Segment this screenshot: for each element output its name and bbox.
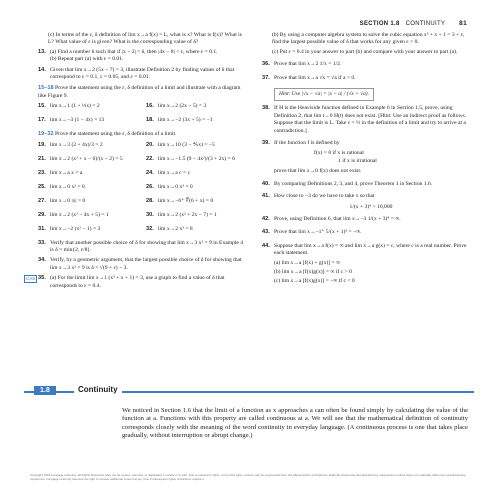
- exercise-item: 17. lim x→−3 (1 − 4x) = 13: [38, 117, 105, 124]
- exercise-item: 31. lim x→−2 (x² − 1) = 3: [38, 225, 101, 232]
- exercise-38: 38. If H is the Heaviside function defined in Example 6 in Section 1.5, prove, using Definition 2, that lim t→0 H(t) does not exist. [Hint: Use an indirect proof as follows. Suppose that the limit is L. Take ε = ½ in the definition of a limit and try to arrive at a contradiction.]: [262, 105, 467, 134]
- exercise-12c: (c) In terms of the ε, δ definition of lim x→a f(x) = L, what is x? What is f(x)? What is L? What value of ε is given? What is the corresponding value of δ?: [48, 32, 242, 46]
- exercise-44: 44. Suppose that lim x→a f(x) = ∞ and lim x→a g(x) = c, where c is a real number. Prove each statement. (a) lim x→a [f(x) + g(x)] = ∞ (b) lim x→a [f(x)g(x)] = ∞ if c > 0 (c) lim x→a [f(x)g(x)] = −∞ if c < 0: [262, 242, 467, 285]
- exercise-35c: (c) Put ε = 0.4 in your answer to part (b) and compare with your answer to part (a).: [272, 48, 458, 55]
- exercise-item: 18. lim x→−2 (3x + 5) = −1: [146, 117, 213, 124]
- exercise-grid-19-32: [38, 142, 246, 236]
- exercise-43: 43. Prove that lim x→−1⁺ 5/(x + 1)³ = −∞.: [262, 229, 362, 236]
- header-section: SECTION 1.8: [359, 21, 400, 27]
- exercise-34: 34. Verify, by a geometric argument, that the largest possible choice of δ for showing that lim x→3 x² = 9 is δ = √(9 + ε) − 3.: [38, 257, 242, 271]
- exercise-item: 23. lim x→a x = a: [38, 169, 83, 176]
- exercise-grid-15-18: [38, 103, 246, 127]
- exercise-item: 27. lim x→0 |x| = 0: [38, 197, 86, 204]
- exercise-35: CAS 35. (a) For the limit lim x→1 (x³ + x + 1) = 3, use a graph to find a value of δ that corresponds to ε = 0.4.: [26, 275, 225, 289]
- exercise-item: 20. lim x→10 (3 − ⅘x) = −5: [146, 141, 215, 148]
- exercise-41: 41. How close to −3 do we have to take x so that 1/(x + 3)⁴ > 10,000: [262, 193, 393, 210]
- page-number: 81: [459, 20, 467, 27]
- exercise-36: 36. Prove that lim x→2 1/x = 1/2.: [262, 61, 342, 68]
- exercise-item: 32. lim x→2 x³ = 8: [146, 225, 193, 232]
- hint-box: Hint: Use |√x − √a| = |x − a| / (√x + √a).: [274, 88, 374, 101]
- exercise-42: 42. Prove, using Definition 6, that lim x→−3 1/(x + 3)⁴ = ∞.: [262, 215, 401, 222]
- exercise-item: 28. lim x→−6⁺ ∜(6 + x) = 0: [146, 197, 214, 204]
- instruction-15-18: 15–18 Prove the statement using the ε, δ definition of a limit and illustrate with a diagram like Figure 9.: [38, 85, 241, 99]
- header-title: CONTINUITY: [405, 21, 446, 27]
- exercise-13: 13. (a) Find a number δ such that if |x − 2| < δ, then |4x − 8| < ε, where ε = 0.1. (b) Repeat part (a) with ε = 0.01.: [38, 48, 218, 63]
- exercise-item: 30. lim x→2 (x² + 2x − 7) = 1: [146, 211, 217, 218]
- exercise-40: 40. By comparing Definitions 2, 3, and 4, prove Theorem 1 in Section 1.6.: [262, 180, 433, 187]
- copyright-footer: Copyright 2016 Cengage Learning. All Rights Reserved. May not be copied, scanned, or duplicated, in whole or in part. Due to electronic rights, some third party content may be suppressed from the eBook and/or eChapter(s). Editorial review has deemed that any suppressed content does not materially affect the overall learning experience. Cengage Learning reserves the right to remove additional content at any time if subsequent rights restrictions require it.: [30, 473, 466, 481]
- exercise-item: 26. lim x→0 x³ = 0: [146, 183, 193, 190]
- exercise-item: 25. lim x→0 x² = 0: [38, 183, 85, 190]
- section-number-badge: 1.8: [34, 386, 56, 395]
- exercise-14: 14. Given that lim x→2 (5x − 7) = 3, illustrate Definition 2 by finding values of δ that correspond to ε = 0.1, ε = 0.05, and ε = 0.01.: [38, 66, 235, 81]
- exercise-item: 16. lim x→2 (2x − 5) = 3: [146, 103, 207, 110]
- exercise-39: 39. If the function f is defined by f(x) = 0 if x is rational 1 if x is irrational prove that lim x→0 f(x) does not exist.: [262, 140, 468, 176]
- exercise-33: 33. Verify that another possible choice of δ for showing that lim x→3 x² = 9 in Example 4 is δ = min{2, ε/8}.: [38, 239, 244, 254]
- intro-paragraph: We noticed in Section 1.6 that the limit of a function as x approaches a can often be found simply by calculating the value of the function at a. Functions with this property are called continuous at a. We will see that the mathematical definition of continuity corresponds closely with the meaning of the word continuity in everyday language. (A continuous process is one that takes place gradually, without interruption or abrupt change.): [122, 407, 468, 440]
- exercise-item: 15. lim x→1 (1 + ⅓x) = 2: [38, 103, 100, 110]
- exercise-35b: (b) By using a computer algebra system to solve the cubic equation x³ + x + 1 = 3 + ε, find the largest possible value of δ that works for any given ε > 0.: [272, 32, 465, 46]
- cas-icon: CAS: [26, 276, 36, 282]
- exercise-item: 21. lim x→2 (x² + x − 6)/(x − 2) = 5: [38, 155, 123, 162]
- right-column: [262, 32, 468, 289]
- exercise-item: 29. lim x→2 (x² − 4x + 5) = 1: [38, 211, 109, 218]
- left-column: [26, 32, 246, 293]
- exercise-item: 19. lim x→3 (2 + 4x)/3 = 2: [38, 141, 103, 148]
- exercise-item: 22. lim x→−1.5 (9 − 4x²)/(3 + 2x) = 6: [146, 155, 235, 162]
- section-title: Continuity: [74, 385, 122, 394]
- instruction-19-32: 19–32 Prove the statement using the ε, δ definition of a limit.: [38, 131, 177, 138]
- piecewise-definition: f(x) = 0 if x is rational 1 if x is irrational: [314, 150, 377, 164]
- exercise-item: 24. lim x→a c = c: [146, 169, 191, 176]
- exercise-37: 37. Prove that lim x→a √x = √a if a > 0.: [262, 74, 356, 81]
- running-header: [360, 20, 467, 27]
